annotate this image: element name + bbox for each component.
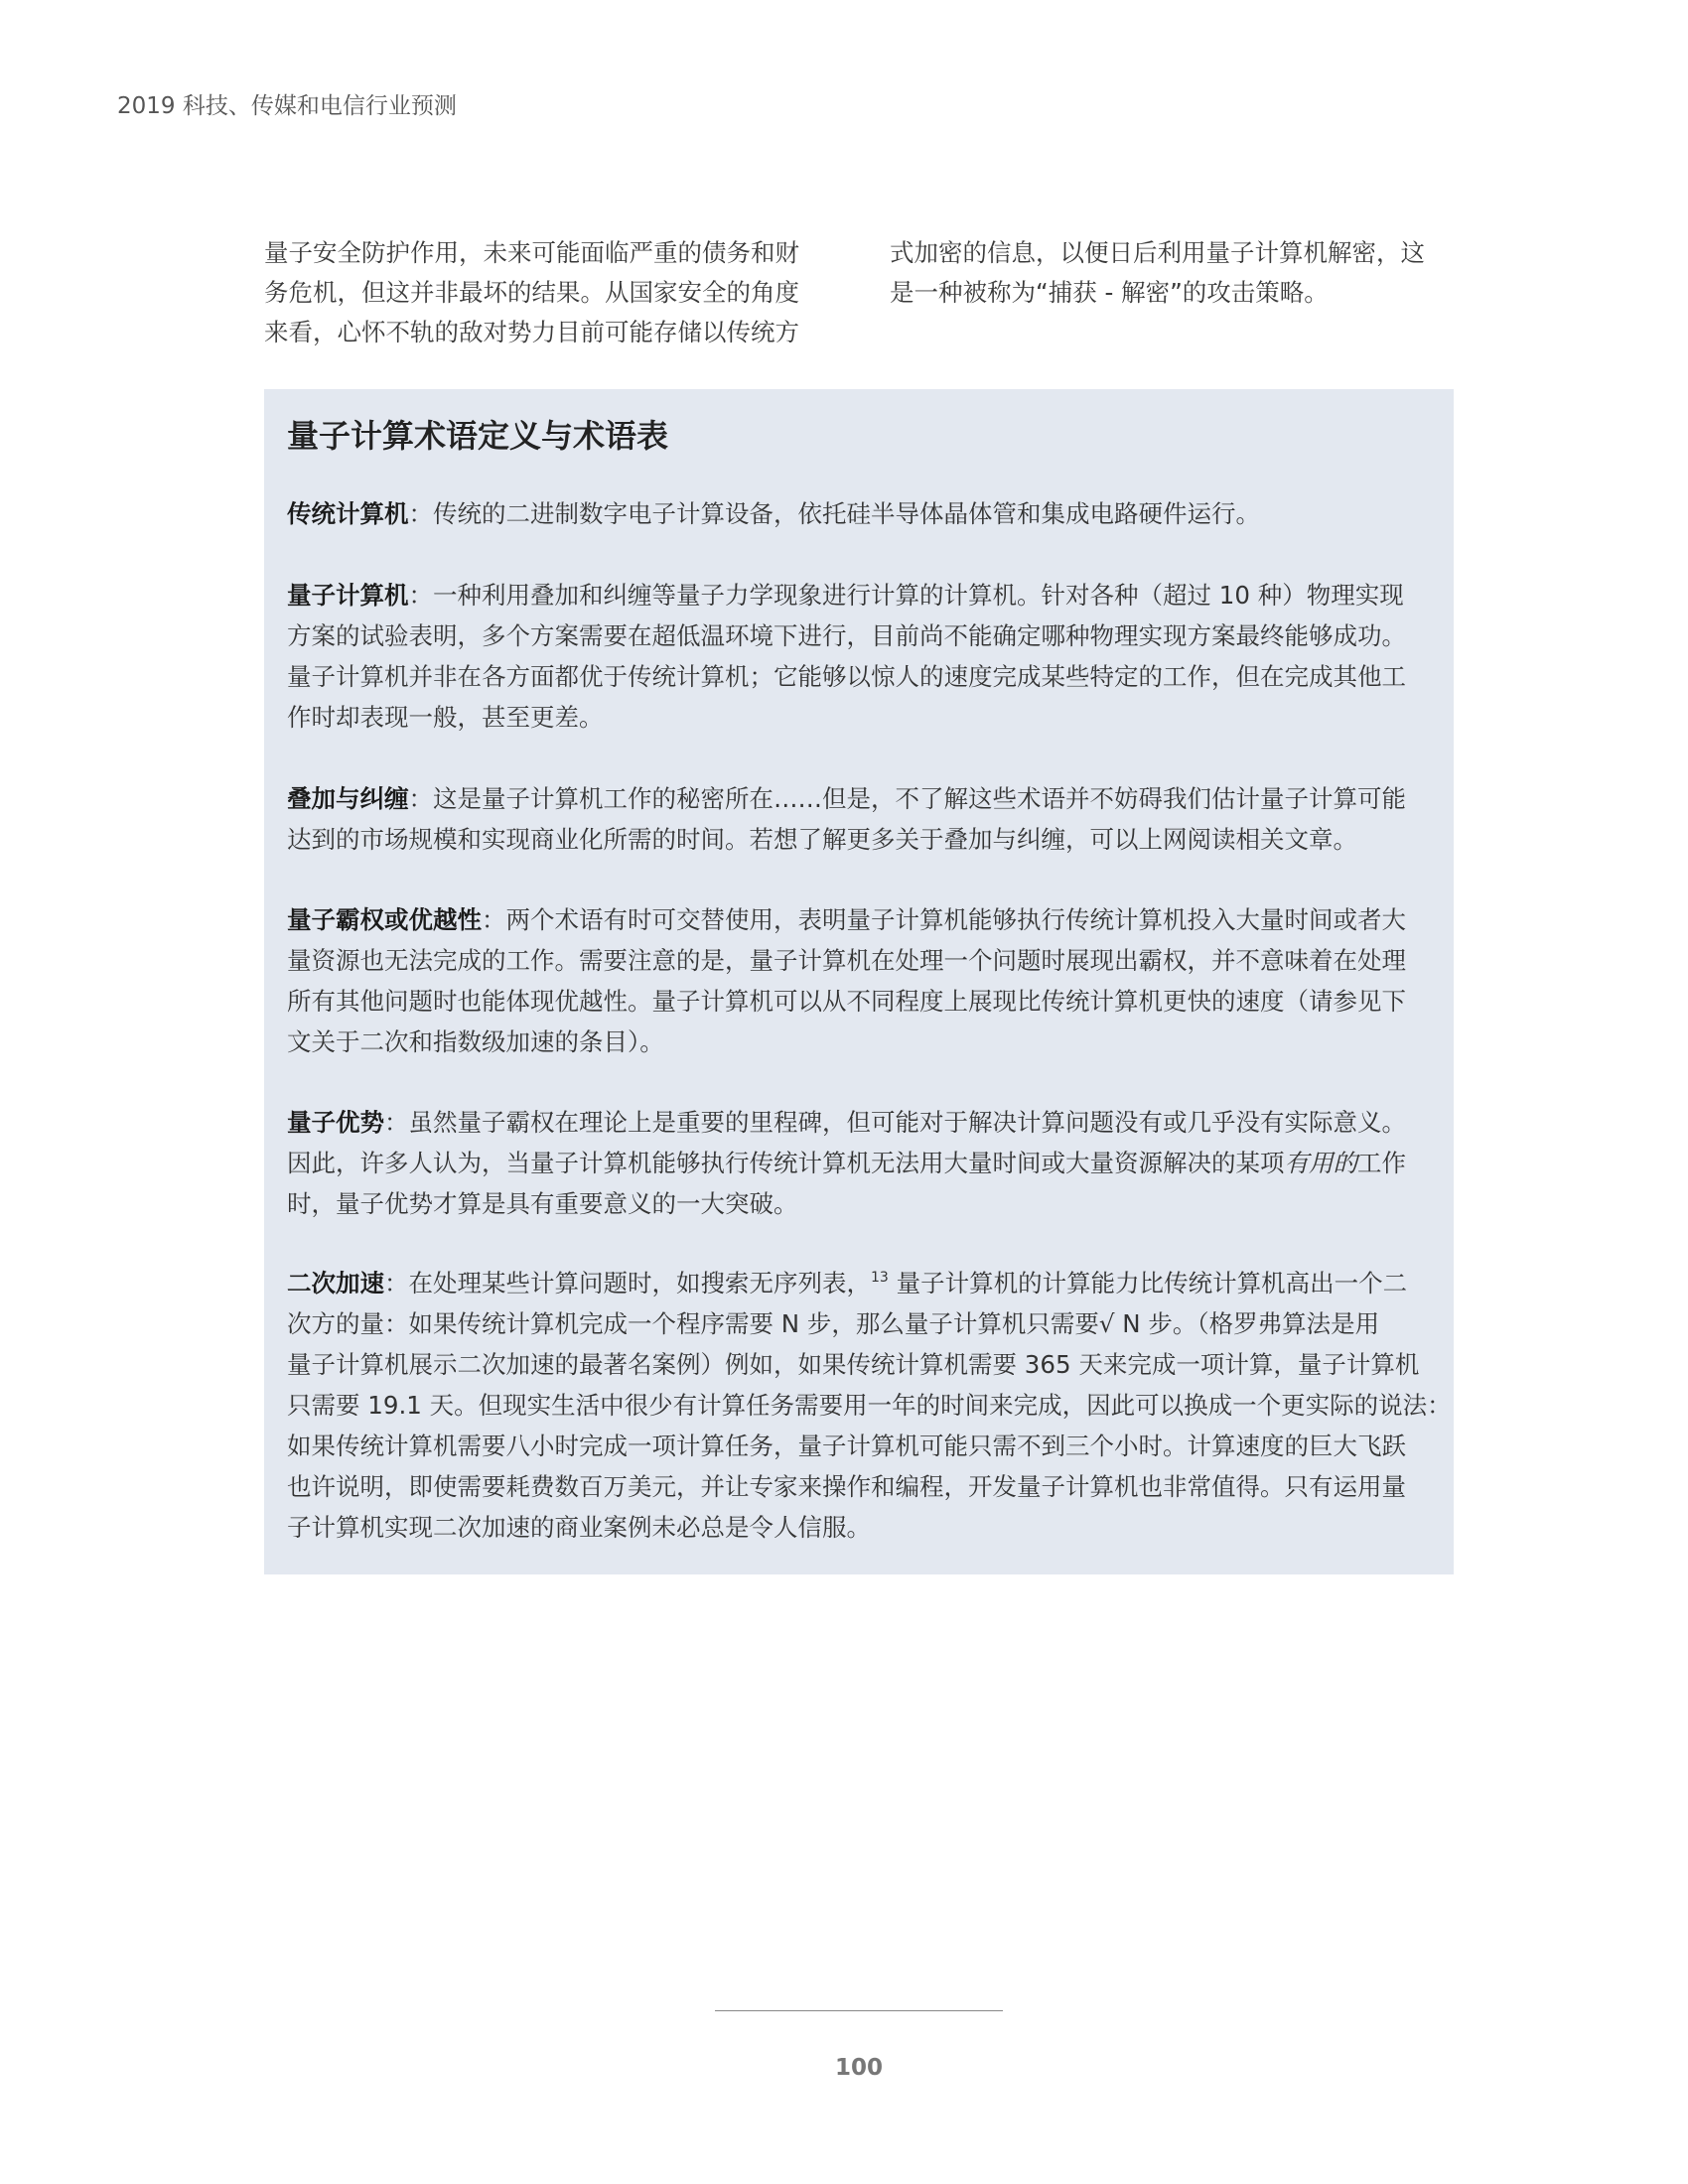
intro-left-column bbox=[264, 233, 820, 352]
entry-line bbox=[287, 899, 1406, 940]
entry-line: 所有其他问题时也能体现优越性。量子计算机可以从不同程度上展现比传统计算机更快的速度（请参见下 bbox=[287, 987, 1406, 1016]
entry-line bbox=[287, 575, 1406, 615]
entry-emphasis: 有用的 bbox=[1284, 1149, 1357, 1177]
entry-term: 二次加速 bbox=[287, 1269, 384, 1297]
entry-term: 传统计算机 bbox=[287, 499, 409, 528]
entry-line: 时，量子优势才算是具有重要意义的一大突破。 bbox=[287, 1189, 798, 1218]
entry-term: 量子优势 bbox=[287, 1108, 384, 1137]
entry-line: 作时却表现一般，甚至更差。 bbox=[287, 703, 604, 732]
entry-line: 也许说明，即使需要耗费数百万美元，并让专家来操作和编程，开发量子计算机也非常值得。只有运用量 bbox=[287, 1472, 1406, 1501]
entry-text: 这是量子计算机工作的秘密所在……但是，不了解这些术语并不妨碍我们估计量子计算可能 bbox=[433, 784, 1406, 813]
entry-line: 子计算机实现二次加速的商业案例未必总是令人信服。 bbox=[287, 1513, 871, 1542]
entry-line: 达到的市场规模和实现商业化所需的时间。若想了解更多关于叠加与纠缠，可以上网阅读相关文章。 bbox=[287, 825, 1357, 854]
entry-text: 虽然量子霸权在理论上是重要的里程碑，但可能对于解决计算问题没有或几乎没有实际意义。 bbox=[408, 1108, 1406, 1137]
entry-line: 量子计算机展示二次加速的最著名案例）例如，如果传统计算机需要 365 天来完成一项计算，量子计算机 bbox=[287, 1350, 1420, 1379]
page-number: 100 bbox=[834, 2055, 883, 2081]
entry-separator: ： bbox=[482, 905, 506, 934]
entry-text: 传统的二进制数字电子计算设备，依托硅半导体晶体管和集成电路硬件运行。 bbox=[433, 499, 1260, 528]
footer-divider bbox=[715, 2010, 1003, 2011]
running-header: 2019 科技、传媒和电信行业预测 bbox=[117, 93, 457, 119]
entry-text: 一种利用叠加和纠缠等量子力学现象进行计算的计算机。针对各种（超过 10 种）物理实现 bbox=[433, 581, 1404, 610]
glossary-entry-quantum-advantage bbox=[287, 1102, 1406, 1224]
glossary-entry-classical-computer bbox=[287, 493, 1260, 534]
entry-line bbox=[287, 1102, 1406, 1143]
intro-line: 式加密的信息，以便日后利用量子计算机解密，这 bbox=[890, 238, 1425, 267]
entry-line: 方案的试验表明，多个方案需要在超低温环境下进行，目前尚不能确定哪种物理实现方案最终能够成功。 bbox=[287, 621, 1406, 650]
entry-term: 量子计算机 bbox=[287, 581, 409, 610]
glossary-box bbox=[264, 389, 1454, 1574]
entry-line: 文关于二次和指数级加速的条目）。 bbox=[287, 1027, 664, 1056]
entry-separator: ： bbox=[384, 1269, 409, 1297]
entry-text: 量子计算机的计算能力比传统计算机高出一个二 bbox=[888, 1269, 1408, 1297]
glossary-entry-quantum-computer bbox=[287, 575, 1406, 738]
intro-line: 量子安全防护作用，未来可能面临严重的债务和财 bbox=[264, 238, 799, 267]
entry-line: 次方的量：如果传统计算机完成一个程序需要 N 步，那么量子计算机只需要√ N 步。（格罗弗算法是用 bbox=[287, 1309, 1380, 1338]
intro-line: 来看，心怀不轨的敌对势力目前可能存储以传统方 bbox=[264, 318, 799, 346]
entry-text: 两个术语有时可交替使用，表明量子计算机能够执行传统计算机投入大量时间或者大 bbox=[505, 905, 1406, 934]
entry-line bbox=[287, 1143, 1406, 1183]
glossary-entry-superposition-entanglement bbox=[287, 778, 1406, 860]
entry-term: 量子霸权或优越性 bbox=[287, 905, 482, 934]
entry-separator: ： bbox=[408, 581, 433, 610]
entry-text: 工作 bbox=[1357, 1149, 1406, 1177]
glossary-entry-quadratic-speedup bbox=[287, 1263, 1452, 1548]
entry-separator: ： bbox=[384, 1108, 409, 1137]
entry-line bbox=[287, 493, 1260, 534]
entry-separator: ： bbox=[408, 499, 433, 528]
entry-text: 因此，许多人认为，当量子计算机能够执行传统计算机无法用大量时间或大量资源解决的某项 bbox=[287, 1149, 1285, 1177]
entry-text: 在处理某些计算问题时，如搜索无序列表， bbox=[408, 1269, 871, 1297]
glossary-title: 量子计算术语定义与术语表 bbox=[287, 417, 669, 455]
intro-right-column bbox=[890, 233, 1446, 352]
intro-line: 务危机，但这并非最坏的结果。从国家安全的角度 bbox=[264, 278, 799, 307]
entry-line: 量子计算机并非在各方面都优于传统计算机；它能够以惊人的速度完成某些特定的工作，但在完成其他工 bbox=[287, 662, 1406, 691]
entry-line bbox=[287, 778, 1406, 819]
entry-term: 叠加与纠缠 bbox=[287, 784, 409, 813]
entry-line: 如果传统计算机需要八小时完成一项计算任务，量子计算机可能只需不到三个小时。计算速度的巨大飞跃 bbox=[287, 1432, 1406, 1460]
entry-line bbox=[287, 1263, 1452, 1303]
glossary-entry-quantum-supremacy bbox=[287, 899, 1406, 1062]
intro-text bbox=[264, 233, 1446, 352]
entry-line: 量资源也无法完成的工作。需要注意的是，量子计算机在处理一个问题时展现出霸权，并不意味着在处理 bbox=[287, 946, 1406, 975]
entry-separator: ： bbox=[408, 784, 433, 813]
entry-line: 只需要 19.1 天。但现实生活中很少有计算任务需要用一年的时间来完成，因此可以换成一个更实际的说法： bbox=[287, 1391, 1452, 1420]
footnote-marker[interactable]: 13 bbox=[871, 1270, 889, 1286]
intro-line: 是一种被称为“捕获 - 解密”的攻击策略。 bbox=[890, 278, 1329, 307]
